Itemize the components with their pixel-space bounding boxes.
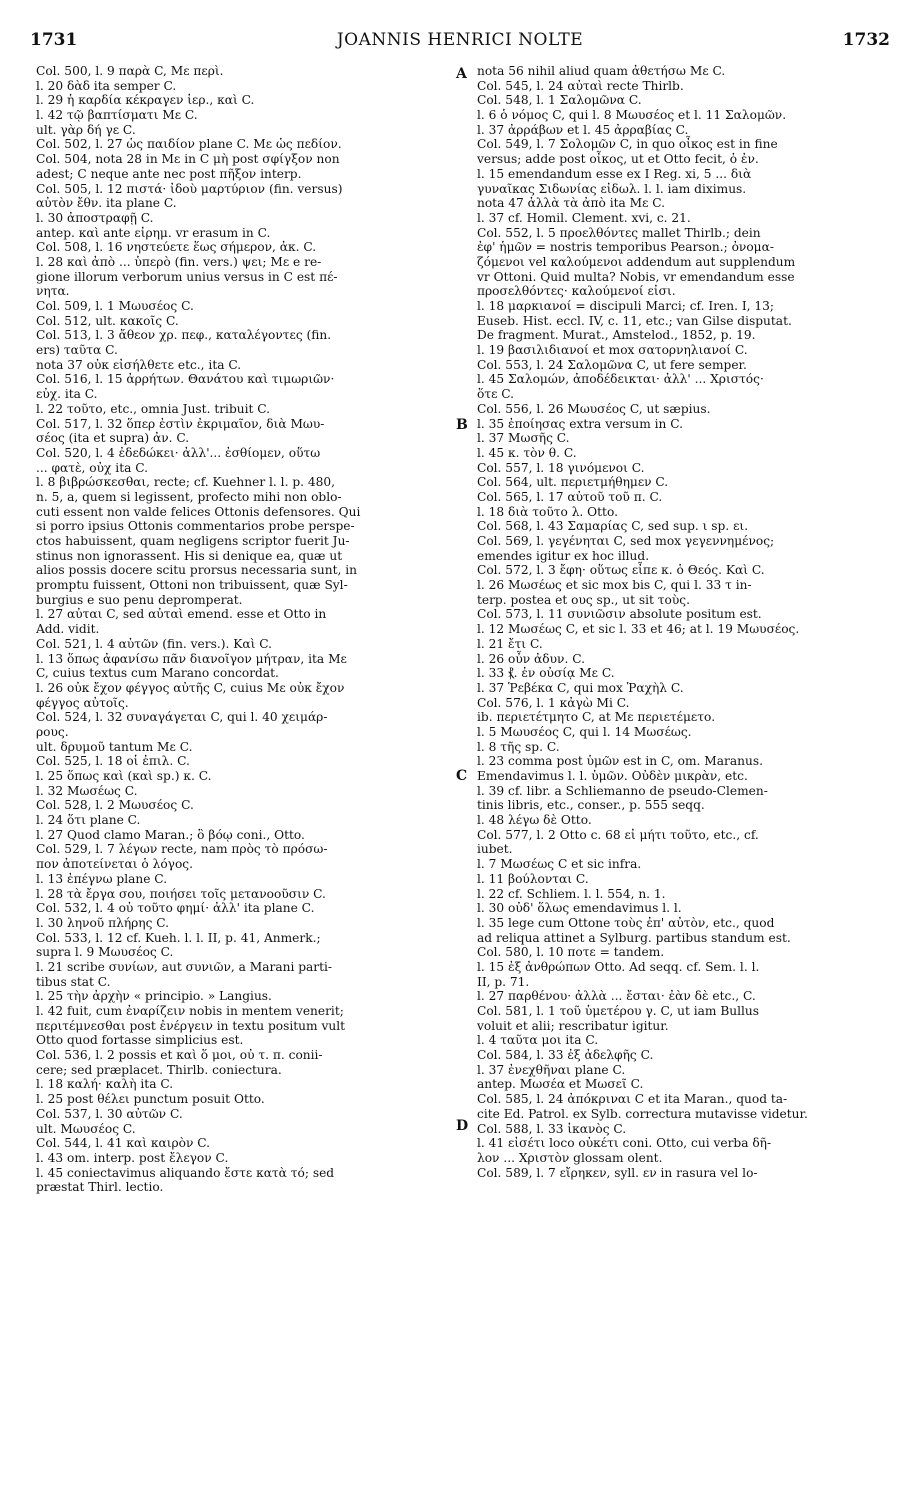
text-line: Col. 513, l. 3 ἄθεον χρ. πεφ., καταλέγοντες (fin. [36, 328, 332, 343]
text-line: σέος (ita et supra) ἀν. C. [36, 431, 190, 446]
text-line: l. 30 ἀποστραφῇ C. [36, 210, 154, 225]
text-line: l. 21 scribe συνίων, aut συνιῶν, a Marani parti- [36, 959, 333, 974]
text-line: l. 8 βιβρώσκεσθαι, recte; cf. Kuehner l. l. p. 480, [36, 475, 336, 490]
text-line: si porro ipsius Ottonis commentarios probe perspe- [36, 519, 355, 534]
text-line: alios possis docere scitu prorsus necessaria sunt, in [36, 563, 357, 578]
text-line: adest; C neque ante nec post πῆξον interp. [36, 166, 302, 181]
text-line: Emendavimus l. l. ὑμῶν. Οὐδὲν μικρὰν, etc. [477, 769, 748, 783]
text-line: l. 26 οὐκ ἔχον φέγγος αὐτῆς C, cuius Με οὐκ ἔχον [36, 680, 345, 695]
text-line: Col. 528, l. 2 Μωυσέος C. [36, 798, 194, 813]
text-line: Col. 556, l. 26 Μωυσέος C, ut sæpius. [477, 401, 711, 416]
text-line: Col. 545, l. 24 αὐταὶ recte Thirlb. [477, 78, 684, 93]
text-line: l. 18 μαρκιανοί = discipuli Marci; cf. Iren. I, 13; [477, 299, 775, 313]
text-line: præstat Thirl. lectio. [36, 1180, 164, 1195]
text-line: l. 41 εἰσέτι loco οὐκέτι coni. Otto, cui verba δῆ- [477, 1136, 772, 1151]
text-line: ult. Μωυσέος C. [36, 1121, 136, 1136]
text-line: Col. 525, l. 18 οἱ ἐπιλ. C. [36, 754, 190, 769]
text-line: Col. 584, l. 33 ἐξ ἀδελφῆς C. [477, 1048, 654, 1063]
text-line: Col. 568, l. 43 Σαμαρίας C, sed sup. ι sp. ει. [477, 519, 749, 534]
text-line: Col. 553, l. 24 Σαλομῶνα C, ut fere semper. [477, 357, 747, 372]
text-line: l. 19 βασιλιδιανοί et mox σατορνηλιανοί C. [477, 343, 748, 358]
text-line: C, cuius textus cum Marano concordat. [36, 666, 279, 681]
text-line: Otto quod fortasse simplicius est. [36, 1033, 244, 1048]
text-line: l. 37 Ῥεβέκα C, qui mox Ῥαχὴλ C. [477, 680, 684, 695]
text-line: γυναῖκας Σιδωνίας εἰδωλ. l. l. iam diximus. [477, 181, 747, 196]
text-line: antep. καὶ ante εἰρημ. vr erasum in C. [36, 225, 271, 240]
text-line: Add. vidit. [36, 622, 100, 637]
text-line: Col. 577, l. 2 Otto c. 68 εἰ μήτι τοῦτο, etc., cf. [477, 827, 759, 842]
text-line: Col. 517, l. 32 ὅπερ ἐστὶν ἐκριμαῖον, διὰ Μωυ- [36, 416, 325, 431]
text-line: Col. 516, l. 15 ἀρρήτων. Θανάτου καὶ τιμωριῶν· [36, 372, 335, 387]
text-line: l. 45 Σαλομών, ἀποδέδεικται· ἀλλ' ... Χριστός· [477, 372, 764, 387]
text-line: emendes igitur ex hoc illud. [477, 548, 650, 563]
right-column [477, 64, 890, 1180]
text-line: l. 13 ὅπως ἀφανίσω πᾶν διανοῖγον μήτραν, ita Με [36, 651, 347, 666]
text-line: l. 23 comma post ὑμῶν est in C, om. Maranus. [477, 754, 763, 769]
text-line: l. 26 οὖν ἀδυν. C. [477, 651, 585, 666]
text-line: versus; adde post οἶκος, ut et Otto fecit, ὁ ἐν. [477, 152, 759, 167]
text-line: vr Ottoni. Quid multa? Nobis, vr emendandum esse [477, 269, 795, 284]
text-line: l. 29 ἡ καρδία κέκραγεν ἱερ., καὶ C. [36, 93, 255, 108]
text-line: ult. δρυμοῦ tantum Με C. [36, 739, 193, 754]
text-line: Col. 565, l. 17 αὐτοῦ τοῦ π. C. [477, 489, 663, 504]
text-line: Col. 564, ult. περιετμήθημεν C. [477, 475, 669, 490]
text-line: Col. 581, l. 1 τοῦ ὑμετέρου γ. C, ut iam Bullus [477, 1004, 760, 1018]
text-line: εὐχ. ita C. [36, 387, 98, 402]
text-line: ib. περιετέτμητο C, at Με περιετέμετο. [477, 710, 716, 725]
text-line: l. 42 τῷ βαπτίσματι Με C. [36, 108, 198, 123]
left-column [36, 64, 442, 1195]
page-header [30, 30, 890, 60]
text-line: l. 30 οὐδ' ὅλως emendavimus l. l. [477, 901, 682, 916]
text-line: l. 35 lege cum Ottone τοὺς ἐπ' αὐτὸν, etc., quod [477, 915, 775, 930]
text-line: l. 27 Quod clamo Maran.; ὃ βόῳ coni., Otto. [36, 827, 305, 842]
text-line: Col. 500, l. 9 παρὰ C, Με περὶ. [36, 64, 224, 78]
text-line: Col. 536, l. 2 possis et καὶ ὅ μοι, οὐ τ. π. conii- [36, 1048, 323, 1063]
text-line: l. 25 ὅπως καὶ (καὶ sp.) κ. C. [36, 769, 212, 783]
text-line: II, p. 71. [477, 974, 530, 989]
running-title: JOANNIS HENRICI NOLTE [336, 30, 584, 50]
text-line: tinis libris, etc., conser., p. 555 seqq. [477, 798, 705, 813]
text-line: Col. 572, l. 3 ἔφη· οὕτως εἶπε κ. ὁ Θεός. Καὶ C. [477, 563, 765, 578]
text-line: l. 37 Μωσῆς C. [477, 431, 570, 446]
text-line: l. 7 Μωσέως C et sic infra. [477, 857, 642, 872]
text-line: Col. 573, l. 11 συνιῶσιν absolute positum est. [477, 607, 762, 622]
text-line: Col. 520, l. 4 ἐδεδώκει· ἀλλ'... ἐσθίομεν, οὕτω [36, 445, 321, 460]
text-line: Col. 589, l. 7 εἴρηκεν, syll. εν in rasura vel lo- [477, 1165, 758, 1180]
text-line: ζόμενοι vel καλούμενοι addendum aut supplendum [477, 254, 796, 269]
text-line: Col. 533, l. 12 cf. Kueh. l. l. II, p. 41, Anmerk.; [36, 930, 321, 945]
text-line: l. 27 αὐται C, sed αὐταὶ emend. esse et Otto in [36, 607, 327, 622]
text-line: nota 37 οὐκ εἰσήλθετε etc., ita C. [36, 357, 242, 372]
text-line: Col. 532, l. 4 οὐ τοῦτο φημί· ἀλλ' ita plane C. [36, 901, 315, 916]
text-line: l. 32 Μωσέως C. [36, 783, 138, 798]
text-line: Col. 505, l. 12 πιστά· ἰδοὺ μαρτύριον (fin. versus) [36, 181, 343, 196]
text-line: λον ... Χριστὸν glossam olent. [477, 1150, 663, 1165]
text-line: l. 43 om. interp. post ἔλεγον C. [36, 1150, 229, 1165]
text-line: αὐτὸν ἔθν. ita plane C. [36, 196, 177, 211]
text-line: De fragment. Murat., Amstelod., 1852, p. 19. [477, 328, 756, 343]
text-line: l. 35 ἐποίησας extra versum in C. [477, 416, 684, 431]
text-line: cere; sed præplacet. Thirlb. coniectura. [36, 1062, 282, 1077]
text-line: l. 37 ἐνεχθῆναι plane C. [477, 1062, 626, 1077]
text-line: Col. 524, l. 32 συναγάγεται C, qui l. 40 χειμάρ- [36, 710, 328, 725]
text-line: l. 12 Μωσέως C, et sic l. 33 et 46; at l. 19 Μωυσέος. [477, 622, 800, 637]
text-line: l. 27 παρθένου· ἀλλὰ ... ἔσται· ἐὰν δὲ etc., C. [477, 989, 756, 1004]
text-line: l. 30 ληνοῦ πλήρης C. [36, 915, 170, 930]
section-marker-c: C [456, 768, 468, 784]
text-line: Col. 552, l. 5 προελθόντες mallet Thirlb.; dein [477, 225, 761, 240]
text-line: Col. 548, l. 1 Σαλομῶνα C. [477, 93, 642, 108]
text-line: ἐφ' ἡμῶν = nostris temporibus Pearson.; ὀνομα- [477, 240, 774, 255]
text-line: Col. 544, l. 41 καὶ καιρὸν C. [36, 1136, 211, 1151]
text-line: supra l. 9 Μωυσέος C. [36, 945, 174, 960]
text-line: Col. 502, l. 27 ὡς παιδίον plane C. Με ὡς πεδίον. [36, 137, 342, 152]
text-line: burgius e suo penu depromperat. [36, 592, 243, 607]
text-line: l. 37 cf. Homil. Clement. xvi, c. 21. [477, 210, 691, 225]
text-line: νητα. [36, 284, 70, 299]
text-line: l. 11 βούλονται C. [477, 871, 589, 886]
text-line: Col. 557, l. 18 γινόμενοι C. [477, 460, 645, 475]
text-line: cite Ed. Patrol. ex Sylb. correctura mutavisse videtur. [477, 1106, 808, 1121]
text-line: l. 26 Μωσέως et sic mox bis C, qui l. 33 τ in- [477, 578, 752, 593]
text-line: Col. 508, l. 16 νηστεύετε ἕως σήμερον, ἀκ. C. [36, 240, 317, 255]
text-line: l. 5 Μωυσέος C, qui l. 14 Μωσέως. [477, 724, 692, 739]
text-line: cuti essent non valde felices Ottonis defensores. Qui [36, 504, 361, 519]
text-line: Col. 569, l. γεγένηται C, sed mox γεγεννημένος; [477, 534, 775, 548]
text-line: l. 33 ⳩. ἐν οὐσίᾳ Με C. [477, 666, 615, 681]
text-line: l. 39 cf. libr. a Schliemanno de pseudo-Clemen- [477, 783, 768, 798]
text-line: l. 18 διὰ τοῦτο λ. Otto. [477, 504, 618, 519]
text-line: l. 15 emendandum esse ex I Reg. xi, 5 ... διὰ [477, 166, 752, 181]
text-line: Col. 580, l. 10 ποτε = tandem. [477, 945, 665, 960]
text-line: l. 21 ἔτι C. [477, 636, 543, 651]
text-line: φέγγος αὐτοῖς. [36, 695, 129, 710]
text-line: l. 22 τοῦτο, etc., omnia Just. tribuit C. [36, 401, 271, 416]
text-line: Col. 504, nota 28 in Με in C μὴ post σφίγξον non [36, 152, 340, 167]
text-line: Col. 549, l. 7 Σολομῶν C, in quo οἶκος est in fine [477, 137, 778, 152]
text-line: Col. 588, l. 33 ἱκανὸς C. [477, 1121, 627, 1136]
text-line: Col. 576, l. 1 κἀγὼ Mi C. [477, 695, 630, 710]
text-line: l. 25 post θέλει punctum posuit Otto. [36, 1092, 265, 1107]
text-line: Col. 512, ult. κακοῖς C. [36, 313, 179, 328]
text-line: l. 42 fuit, cum ἐναρίζειν nobis in mentem venerit; [36, 1004, 344, 1018]
text-line: l. 6 ὁ νόμος C, qui l. 8 Μωυσέος et l. 11 Σαλομῶν. [477, 108, 787, 123]
text-line: Col. 521, l. 4 αὐτῶν (fin. vers.). Καὶ C. [36, 636, 272, 651]
text-line: nota 56 nihil aliud quam ἀθετήσω Με C. [477, 64, 726, 78]
text-line: l. 24 ὅτι plane C. [36, 813, 141, 828]
text-line: l. 25 τὴν ἀρχὴν « principio. » Langius. [36, 989, 272, 1004]
text-line: n. 5, a, quem si legissent, profecto mihi non oblo- [36, 489, 342, 504]
text-line: Col. 585, l. 24 ἀπόκριναι C et ita Maran., quod ta- [477, 1092, 788, 1107]
text-line: ὅτε C. [477, 387, 515, 402]
text-line: l. 15 ἐξ ἀνθρώπων Otto. Ad seqq. cf. Sem. l. l. [477, 959, 760, 974]
text-line: ers) ταῦτα C. [36, 343, 118, 358]
text-line: l. 37 ἀρράβων et l. 45 ἀρραβίας C. [477, 122, 689, 137]
text-line: l. 22 cf. Schliem. l. l. 554, n. 1. [477, 886, 666, 901]
text-line: l. 20 δὰδ ita semper C. [36, 78, 177, 93]
text-line: l. 45 coniectavimus aliquando ἔστε κατὰ τό; sed [36, 1165, 335, 1180]
page-number-left: 1731 [30, 30, 78, 50]
text-line: l. 48 λέγω δὲ Otto. [477, 813, 592, 828]
text-line: l. 8 τῆς sp. C. [477, 739, 560, 754]
text-line: voluit et alii; rescribatur igitur. [477, 1018, 669, 1033]
text-line: Euseb. Hist. eccl. IV, c. 11, etc.; van Gilse disputat. [477, 313, 792, 328]
text-line: l. 28 καὶ ἀπὸ ... ὑπερὸ (fin. vers.) ψει; Με e re- [36, 254, 322, 269]
section-marker-a: A [456, 66, 467, 82]
text-line: ... φατὲ, οὐχ ita C. [36, 460, 148, 475]
section-marker-b: B [456, 417, 468, 433]
text-line: promptu fuissent, Ottoni non tribuissent, quæ Syl- [36, 578, 348, 593]
text-line: ult. γὰρ δή γε C. [36, 122, 136, 137]
text-line: πον ἀποτείνεται ὁ λόγος. [36, 857, 193, 872]
text-line: l. 28 τὰ ἔργα σου, ποιήσει τοῖς μετανοοῦσιν C. [36, 886, 326, 901]
text-line: stinus non ignorassent. His si denique ea, quæ ut [36, 548, 343, 563]
text-line: l. 4 ταῦτα μοι ita C. [477, 1033, 599, 1048]
text-line: l. 13 ἐπέγνω plane C. [36, 871, 168, 886]
text-line: terp. postea et ους sp., ut sit τοὺς. [477, 592, 690, 607]
text-line: Col. 509, l. 1 Μωυσέος C. [36, 299, 194, 313]
section-marker-d: D [456, 1118, 469, 1134]
text-line: προσελθόντες· καλούμενοί εἰσι. [477, 284, 676, 299]
text-line: ρους. [36, 724, 69, 739]
text-line: l. 45 κ. τὸν θ. C. [477, 445, 577, 460]
text-line: iubet. [477, 842, 513, 857]
text-line: Col. 529, l. 7 λέγων recte, nam πρὸς τὸ πρόσω- [36, 842, 328, 857]
text-line: nota 47 ἀλλὰ τὰ ἀπὸ ita Με C. [477, 196, 666, 211]
text-line: antep. Μωσέα et Μωσεῖ C. [477, 1077, 644, 1092]
text-line: l. 18 καλή· καλὴ ita C. [36, 1077, 174, 1092]
text-line: περιτέμνεσθαι post ἐνέργειν in textu positum vult [36, 1018, 345, 1033]
text-line: tibus stat C. [36, 974, 111, 989]
text-line: Col. 537, l. 30 αὐτῶν C. [36, 1106, 183, 1121]
text-line: ad reliqua attinet a Sylburg. partibus standum est. [477, 930, 791, 945]
text-line: gione illorum verborum unius versus in C est πέ- [36, 269, 338, 284]
text-line: ctos habuissent, quam negligens scriptor fuerit Ju- [36, 534, 350, 548]
page-number-right: 1732 [842, 30, 890, 50]
